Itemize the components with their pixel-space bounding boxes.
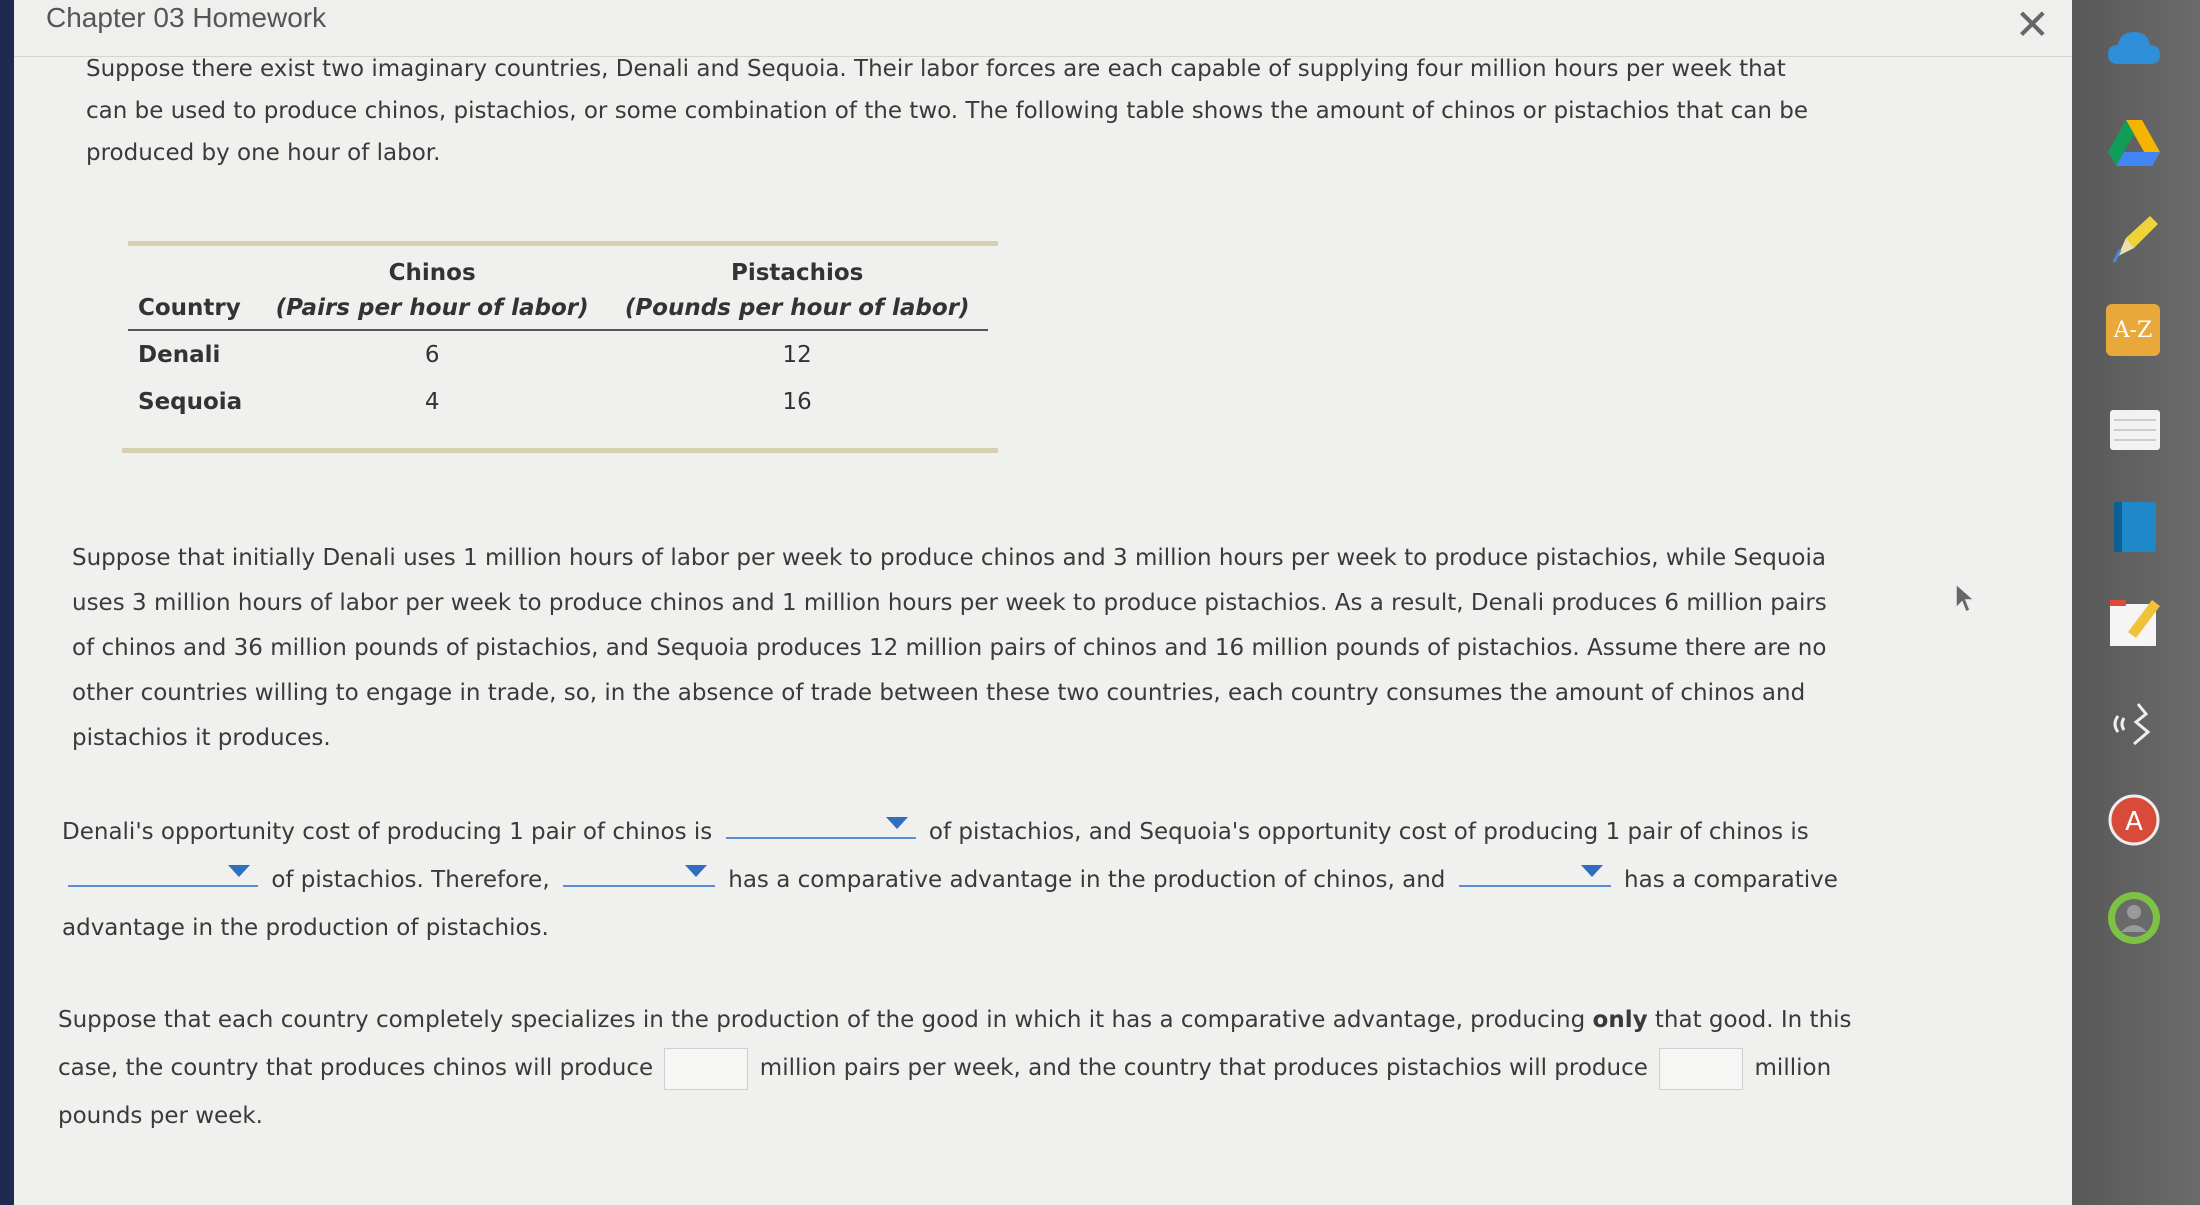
az-icon[interactable]: A-Z [2106,304,2160,356]
question-paragraph: Denali's opportunity cost of producing 1 pair of chinos is of pistachios, and Sequoia's opportunity cost of producing 1 pair of chinos is of pistachios. Therefore, has a comparative advantage in the production of chinos, and has a comparative advantage in the production of pistachios. [62,808,1842,952]
header-chinos: Chinos [388,260,476,286]
specialization-paragraph: Suppose that each country completely specializes in the production of the good in which it has a comparative advantage, producing only that good. In this case, the country that produces chinos will produce million pairs per week, and the country that produces pistachios will produce million pounds per week. [58,1007,1852,1129]
header-pistachios: Pistachios [731,260,864,286]
notes-icon[interactable] [2104,400,2164,460]
tool-sidebar [2072,0,2200,1205]
accessibility-icon[interactable] [2104,790,2164,850]
row-pistachios: 12 [782,341,812,368]
assignment-pane [14,0,2072,1205]
table-row [128,330,988,378]
row-country: Sequoia [138,389,243,415]
table-bottom-rule [122,448,998,453]
header-chinos-unit: (Pairs per hour of labor) [258,286,606,330]
left-edge-strip [0,0,14,1205]
header-pistachios-unit: (Pounds per hour of labor) [606,286,988,330]
chinos-advantage-country-dropdown[interactable] [563,859,715,887]
header-country: Country [128,286,258,330]
notepad-icon[interactable] [2104,592,2164,652]
mouse-cursor-icon [1954,582,1976,614]
svg-text:A: A [2125,807,2143,837]
pistachios-quantity-input[interactable] [1659,1048,1743,1090]
row-country: Denali [138,341,221,368]
row-pistachios: 16 [782,389,812,415]
page-title: Chapter 03 Homework [46,2,327,33]
chevron-down-icon [886,817,908,829]
labor-productivity-table [128,242,988,426]
audio-icon[interactable] [2104,694,2164,754]
close-icon[interactable]: ✕ [2014,0,2050,49]
table-row [128,378,988,426]
book-icon[interactable] [2104,496,2164,556]
denali-opportunity-cost-dropdown[interactable] [726,811,916,839]
row-chinos: 4 [424,389,440,415]
chevron-down-icon [228,865,250,877]
sequoia-opportunity-cost-dropdown[interactable] [68,859,258,887]
scenario-paragraph: Suppose that initially Denali uses 1 million hours of labor per week to produce chinos and 3 million hours per week to produce pistachios, while Sequoia uses 3 million hours of labor per week to produce chinos and 1 million hours per week to produce pistachios. As a result, Denali produces 6 million pairs of chinos and 36 million pounds of pistachios, and Sequoia produces 12 million pairs of chinos and 16 million pounds of pistachios. Assume there are no other countries willing to engage in trade, so, in the absence of trade between these two countries, each country consumes the amount of chinos and pistachios it produces. [72,545,1827,751]
cloud-icon[interactable] [2104,20,2164,80]
chinos-quantity-input[interactable] [664,1048,748,1090]
pencil-icon[interactable] [2104,206,2164,266]
row-chinos: 6 [424,341,440,368]
drive-icon[interactable] [2104,112,2164,172]
pistachios-advantage-country-dropdown[interactable] [1459,859,1611,887]
chevron-down-icon [1581,865,1603,877]
chevron-down-icon [685,865,707,877]
profile-icon[interactable] [2104,888,2164,948]
intro-paragraph: Suppose there exist two imaginary countries, Denali and Sequoia. Their labor forces are each capable of supplying four million hours per week that can be used to produce chinos, pistachios, or some combination of the two. The following table shows the amount of chinos or pistachios that can be produced by one hour of labor. [86,56,1808,166]
